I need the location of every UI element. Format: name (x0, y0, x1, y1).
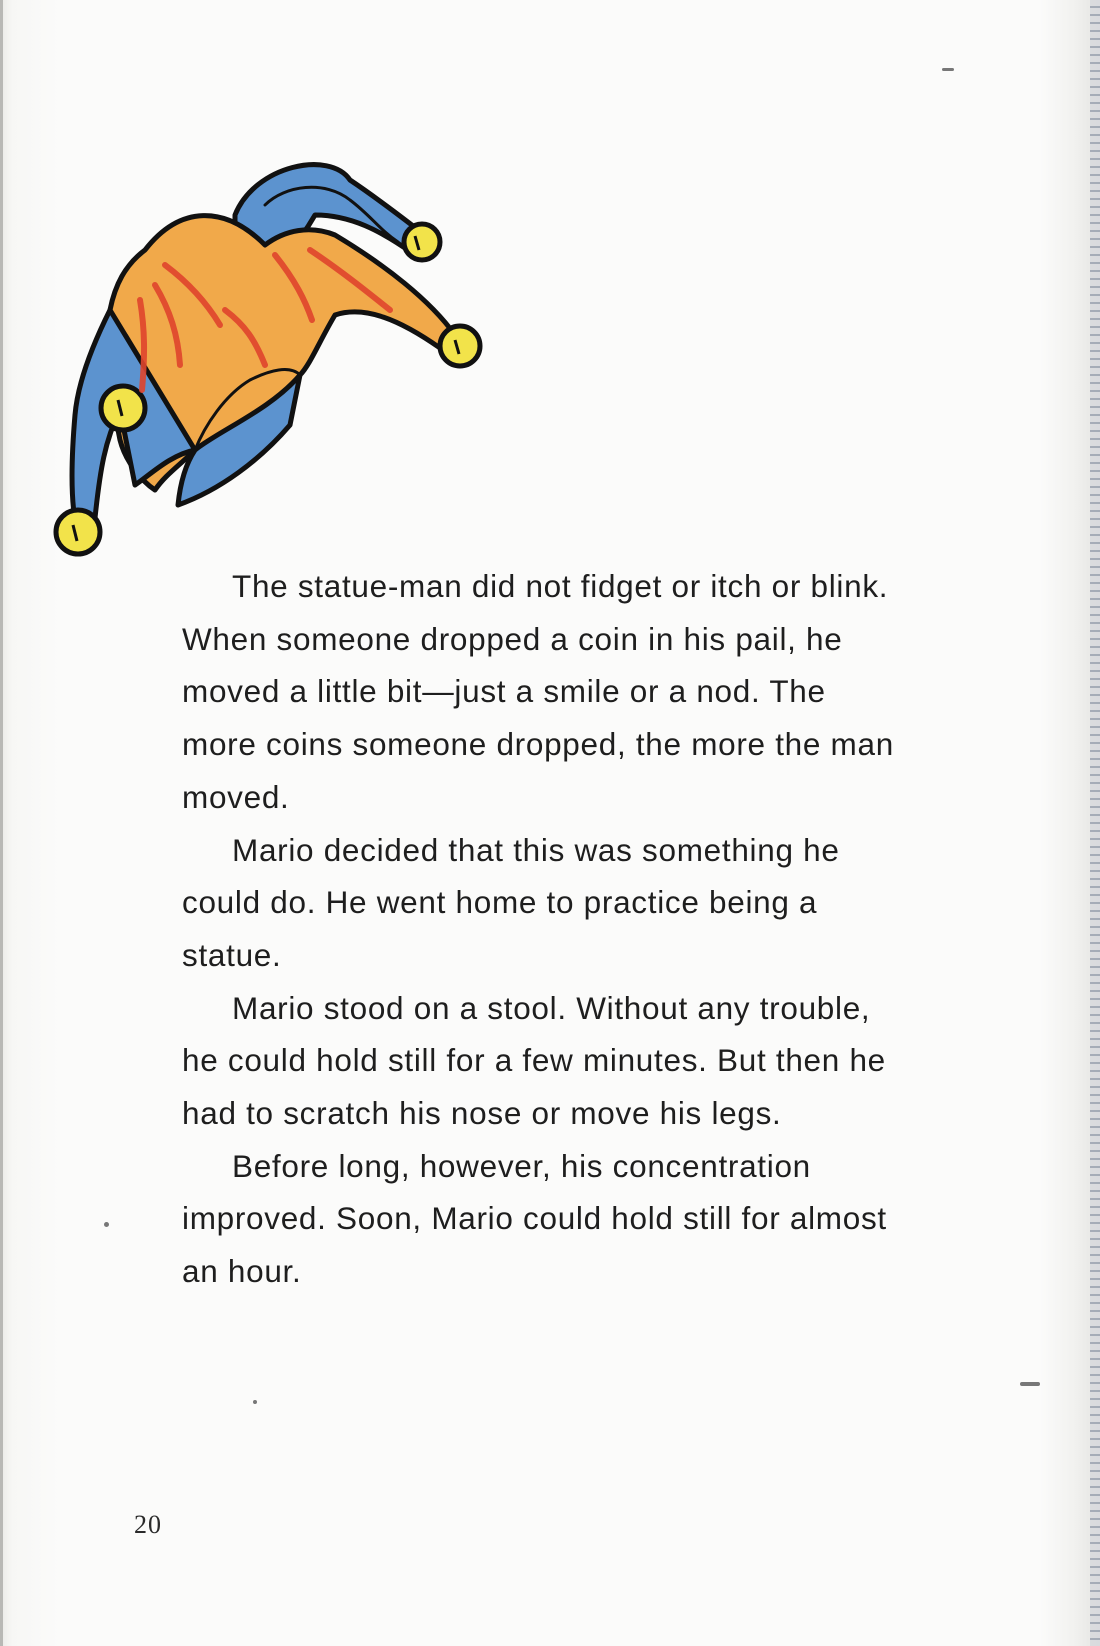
paragraph-2: Mario decided that this was something he could do. He went home to practice being a statue. (182, 831, 840, 973)
page-number: 20 (134, 1510, 162, 1539)
page-left-edge (0, 0, 3, 1646)
paragraph-4: Before long, however, his concentration improved. Soon, Mario could hold still for almost an hour. (182, 1147, 887, 1290)
page-right-edge (1090, 0, 1100, 1646)
paper-speck (942, 68, 954, 71)
jester-hat-icon (50, 160, 520, 590)
paragraph-3: Mario stood on a stool. Without any trouble, he could hold still for a few minutes. But then he had to scratch his nose or move his legs. (182, 989, 886, 1132)
story-text (182, 560, 907, 1298)
paper-speck (1020, 1382, 1040, 1386)
paragraph-1: The statue-man did not fidget or itch or blink. When someone dropped a coin in his pail, he moved a little bit—just a smile or a nod. The more coins someone dropped, the more the man moved. (182, 568, 894, 815)
paper-speck (104, 1222, 109, 1227)
paper-speck (253, 1400, 257, 1404)
